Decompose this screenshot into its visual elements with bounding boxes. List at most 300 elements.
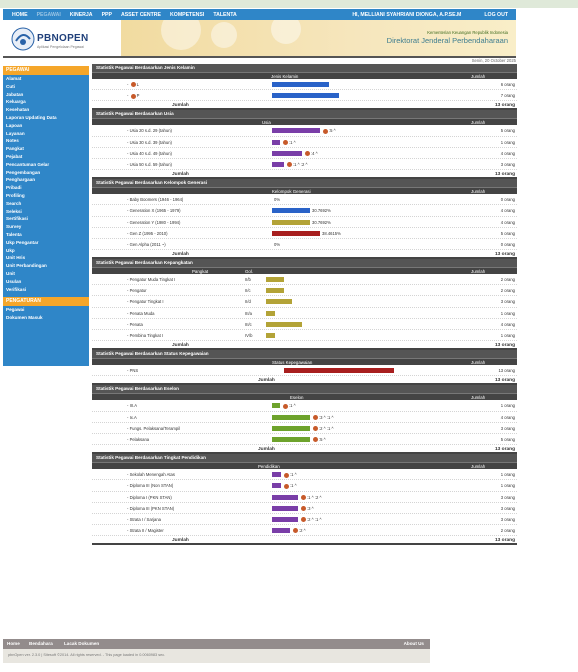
row-value: 4 orang xyxy=(500,150,515,156)
row-value: 1 orang xyxy=(500,139,515,145)
stat-bar xyxy=(272,506,298,511)
stat-bar xyxy=(272,128,320,133)
row-label-text: L xyxy=(136,82,139,87)
logo-icon xyxy=(11,27,35,51)
footer-link-bendahara[interactable]: Bendahara xyxy=(29,641,53,646)
table-row xyxy=(92,319,517,330)
row-note xyxy=(282,140,296,145)
row-label: - Baby Boomers (1946 - 1964) xyxy=(127,197,184,203)
nav-asset-centre[interactable]: ASSET CENTRE xyxy=(120,11,162,18)
sidebar-item[interactable]: Ukp Pengantar xyxy=(6,239,39,245)
column-jumlah: Jumlah xyxy=(471,120,486,126)
nav-kompetensi[interactable]: KOMPETENSI xyxy=(170,11,205,18)
total-label: Jumlah xyxy=(172,103,189,109)
top-strip xyxy=(0,0,578,8)
row-label-text: Pembina Tingkat I xyxy=(129,333,164,338)
total-value: 13 orang xyxy=(495,252,515,258)
sidebar-item[interactable]: Search xyxy=(6,200,22,206)
row-value: 1 orang xyxy=(500,310,515,316)
stat-bar xyxy=(266,333,275,338)
table-row xyxy=(92,296,517,307)
table-row xyxy=(92,492,517,503)
table-row xyxy=(92,330,517,341)
row-value: 4 orang xyxy=(500,321,515,327)
sidebar-settings-item[interactable]: Pegawai xyxy=(6,307,25,313)
table-row xyxy=(92,274,517,285)
row-note xyxy=(300,517,321,522)
row-note xyxy=(283,472,297,477)
sidebar-item[interactable]: Unit Perbandingan xyxy=(6,263,47,269)
column-jumlah: Jumlah xyxy=(471,395,486,401)
row-note-text: :1 ^ :2 ^ xyxy=(293,161,308,167)
stat-bar xyxy=(266,277,284,282)
column-label: Eselon xyxy=(290,395,304,401)
person-icon xyxy=(284,473,289,478)
row-gol: III/c xyxy=(245,321,252,327)
row-gol: II/c xyxy=(245,288,251,294)
stat-bar xyxy=(272,93,339,98)
row-note-text: :3 ^ :1 ^ xyxy=(319,414,334,420)
stat-bar xyxy=(272,437,310,442)
footer-link-home[interactable]: Home xyxy=(7,641,20,646)
table-row xyxy=(92,205,517,216)
row-label: - Strata I / Sarjana xyxy=(127,516,161,522)
user-greeting: HI, MELLIANI SYAHRIANI DIONGA, A.P.SE.M xyxy=(352,11,462,18)
row-note-text: :1 ^ xyxy=(289,139,296,145)
footer-nav xyxy=(3,639,430,649)
row-value: 3 orang xyxy=(500,494,515,500)
person-icon xyxy=(301,495,306,500)
ministry-label: Kementerian Keuangan Republik Indonesia xyxy=(427,30,508,35)
table-row xyxy=(92,148,517,159)
stat-bar xyxy=(272,231,320,236)
column-header-status xyxy=(92,358,517,365)
row-label: - Pengatur Tingkat I xyxy=(127,299,164,305)
row-label: - Usia 40 s.d. 49 (tahun) xyxy=(127,150,172,156)
row-label-text: Usia 40 s.d. 49 (tahun) xyxy=(129,150,172,156)
stat-bar xyxy=(272,495,298,500)
total-value: 13 orang xyxy=(495,172,515,178)
row-label-text: Pengatur Muda Tingkat I xyxy=(129,277,176,283)
row-value: 4 orang xyxy=(500,414,515,420)
table-row xyxy=(92,525,517,536)
section-title-usia: Statistik Pegawai Berdasarkan Usia xyxy=(92,110,517,118)
logo-text: PBNOPEN xyxy=(37,33,89,44)
row-value: 1 orang xyxy=(500,403,515,409)
row-note xyxy=(300,506,314,511)
table-row xyxy=(92,365,517,376)
column-label: Pendidikan xyxy=(258,464,280,470)
row-label-text: Pelaksana xyxy=(129,436,150,442)
section-title-pendidikan: Statistik Pegawai Berdasarkan Tingkat Pendidikan xyxy=(92,454,517,462)
section-title-status: Statistik Pegawai Berdasarkan Status Kepegawaian xyxy=(92,350,517,358)
person-icon xyxy=(293,528,298,533)
row-label-text: Generation Y (1980 - 1994) xyxy=(129,219,181,225)
row-label-text: Generation X (1965 - 1979) xyxy=(129,208,181,214)
row-value: 13 orang xyxy=(498,368,515,374)
row-gol: II/b xyxy=(245,277,251,283)
row-value: 0 orang xyxy=(500,197,515,203)
person-icon xyxy=(301,517,306,522)
header-banner xyxy=(121,20,516,56)
directorate-title: Direktorat Jenderal Perbendaharaan xyxy=(386,36,508,45)
row-label: - Ix.A xyxy=(127,414,137,420)
row-label-text: Baby Boomers (1946 - 1964) xyxy=(129,197,184,203)
row-note xyxy=(286,162,307,167)
sidebar-item[interactable]: Penghargaan xyxy=(6,177,36,183)
sidebar xyxy=(3,66,89,366)
total-row xyxy=(92,170,517,179)
table-row xyxy=(92,228,517,239)
row-label-text: Usia 30 s.d. 39 (tahun) xyxy=(129,139,172,145)
total-value: 13 orang xyxy=(495,447,515,453)
person-icon xyxy=(131,82,136,87)
column-label: Kelompok Generasi xyxy=(272,189,311,195)
sidebar-item[interactable]: Ukp xyxy=(6,247,15,253)
sidebar-item[interactable]: Verifikasi xyxy=(6,286,27,292)
row-value: 5 orang xyxy=(500,128,515,134)
row-note-text: :2 ^ :1 ^ xyxy=(319,425,334,431)
row-label: - III.A xyxy=(127,403,138,409)
row-value: 0 orang xyxy=(500,241,515,247)
column-jumlah: Jumlah xyxy=(471,189,486,195)
sidebar-item[interactable]: Talenta xyxy=(6,231,22,237)
row-label-text: Diploma III (Non STAN) xyxy=(129,483,174,489)
column-label: Status Kepegawaian xyxy=(272,360,313,366)
row-label-text: Gen Z (1995 - 2010) xyxy=(129,230,168,236)
row-note xyxy=(312,426,333,431)
row-label: - Pengatur Muda Tingkat I xyxy=(127,277,176,283)
person-icon xyxy=(283,140,288,145)
total-label: Jumlah xyxy=(172,538,189,544)
row-label: - Sekolah Menengah Atas xyxy=(127,472,175,478)
column-label: Jenis Kelamin xyxy=(271,74,299,79)
person-icon xyxy=(323,129,328,134)
section-title-gen: Statistik Pegawai Berdasarkan Kelompok Generasi xyxy=(92,179,517,187)
row-label-text: Ix.A xyxy=(129,414,137,420)
stat-bar xyxy=(266,311,275,316)
page-header xyxy=(3,20,516,56)
row-value: 2 orang xyxy=(500,277,515,283)
row-gol: II/d xyxy=(245,299,251,305)
row-note xyxy=(312,415,333,420)
total-row xyxy=(92,250,517,259)
total-label: Jumlah xyxy=(172,343,189,349)
table-row xyxy=(92,217,517,228)
sidebar-item[interactable]: Sertifikasi xyxy=(6,216,28,222)
sidebar-item[interactable]: Keluarga xyxy=(6,99,26,105)
row-label-text: Pengatur xyxy=(129,288,147,294)
row-note xyxy=(300,495,321,500)
table-row xyxy=(92,79,517,90)
row-note xyxy=(283,483,297,488)
row-label: - Usia 20 s.d. 29 (tahun) xyxy=(127,128,172,134)
stat-bar xyxy=(272,140,280,145)
table-row xyxy=(92,400,517,411)
column-jumlah: Jumlah xyxy=(471,360,486,366)
total-value: 13 orang xyxy=(495,103,515,109)
stat-bar xyxy=(272,517,298,522)
row-label-text: Strata I / Sarjana xyxy=(129,516,161,522)
total-label: Jumlah xyxy=(172,252,189,258)
sidebar-item[interactable]: Notes xyxy=(6,138,19,144)
row-percent: 0% xyxy=(274,241,281,247)
row-label: - Fungs. Pelaksana/Terampil xyxy=(127,425,181,431)
row-value: 1 orang xyxy=(500,472,515,478)
row-note-text: :4 ^ xyxy=(311,150,318,156)
sidebar-item[interactable]: Unit xyxy=(6,270,15,276)
nav-kinerja[interactable]: KINERJA xyxy=(69,11,93,18)
stat-bar xyxy=(272,220,310,225)
person-icon xyxy=(313,415,318,420)
row-value: 5 orang xyxy=(500,436,515,442)
row-note xyxy=(282,403,296,408)
row-note xyxy=(322,128,336,133)
row-label-text: PNS xyxy=(129,368,139,374)
person-icon xyxy=(283,404,288,409)
sidebar-item[interactable]: Seleksi xyxy=(6,208,22,214)
person-icon xyxy=(313,437,318,442)
row-value: 6 orang xyxy=(500,82,515,87)
column-label: Usia xyxy=(262,120,271,126)
column-label: Pangkat xyxy=(192,269,209,275)
stat-bar xyxy=(272,162,284,167)
row-note-text: :1 ^ xyxy=(289,403,296,409)
row-note-text: :5 ^ xyxy=(329,128,336,134)
table-row xyxy=(92,503,517,514)
stat-bar xyxy=(272,208,310,213)
table-row xyxy=(92,194,517,205)
sidebar-item[interactable]: Pengembangan xyxy=(6,169,41,175)
table-row xyxy=(92,125,517,136)
row-value: 2 orang xyxy=(500,528,515,534)
sidebar-item[interactable]: Lapoan xyxy=(6,122,23,128)
row-label: - Gen Alpha (2011 ~) xyxy=(127,241,166,247)
row-label: - Usia 50 s.d. 59 (tahun) xyxy=(127,161,172,167)
row-label: - Pembina Tingkat I xyxy=(127,333,164,338)
person-icon xyxy=(284,484,289,489)
sidebar-item[interactable]: Usulan xyxy=(6,278,22,284)
row-value: 4 orang xyxy=(500,208,515,214)
sidebar-item[interactable]: Alamat xyxy=(6,76,22,81)
row-note-text: :1 ^ :2 ^ xyxy=(307,494,322,500)
person-icon xyxy=(313,426,318,431)
total-row xyxy=(92,445,517,454)
footer-link-lacak[interactable]: Lacak Dokumen xyxy=(64,641,100,646)
row-value: 3 orang xyxy=(500,425,515,431)
column-jumlah: Jumlah xyxy=(471,74,486,79)
column-header-eselon xyxy=(92,393,517,400)
row-label-text: Sekolah Menengah Atas xyxy=(129,472,175,478)
sidebar-item[interactable]: Pangkat xyxy=(6,146,24,152)
sidebar-item[interactable]: Survey xyxy=(6,224,22,230)
nav-ppp[interactable]: PPP xyxy=(101,11,112,18)
row-label-text: Diploma III (PKN STAN) xyxy=(129,505,175,511)
row-value: 4 orang xyxy=(500,219,515,225)
table-row xyxy=(92,239,517,250)
row-value: 1 orang xyxy=(500,333,515,338)
sidebar-item[interactable]: Kesehatan xyxy=(6,107,30,113)
footer-link-about[interactable]: About Us xyxy=(403,641,424,646)
sidebar-item[interactable]: Layanan xyxy=(6,130,25,136)
row-value: 1 orang xyxy=(500,483,515,489)
row-percent: 38.4615% xyxy=(322,230,341,236)
row-label-text: III.A xyxy=(129,403,138,409)
logo-subtext: Aplikasi Pengelolaan Pegawai xyxy=(37,45,84,49)
table-row xyxy=(92,434,517,445)
table-row xyxy=(92,285,517,296)
row-label-text: Fungs. Pelaksana/Terampil xyxy=(129,425,181,431)
stat-bar xyxy=(272,415,310,420)
row-value: 2 orang xyxy=(500,288,515,294)
person-icon xyxy=(305,151,310,156)
stat-bar xyxy=(284,368,394,373)
total-row xyxy=(92,536,517,545)
row-percent: 30.7692% xyxy=(312,219,331,225)
table-row xyxy=(92,423,517,434)
row-label-text: Diploma I (PKN STAN) xyxy=(129,494,172,500)
statistics-main xyxy=(92,64,517,545)
row-value: 3 orang xyxy=(500,299,515,305)
column-header-gen xyxy=(92,187,517,194)
row-label-text: Pengatur Tingkat I xyxy=(129,299,164,305)
stat-bar xyxy=(272,403,280,408)
column-header-pangkat xyxy=(92,267,517,274)
row-label: - Pengatur xyxy=(127,288,147,294)
sidebar-item[interactable]: Unit Hris xyxy=(6,255,26,261)
person-icon xyxy=(131,94,136,99)
row-label-text: Usia 50 s.d. 59 (tahun) xyxy=(129,161,172,167)
row-note xyxy=(312,437,326,442)
row-label: - Penata Muda xyxy=(127,310,155,316)
nav-home[interactable]: HOME xyxy=(12,11,28,18)
row-label: - PNS xyxy=(127,368,139,374)
person-icon xyxy=(287,162,292,167)
row-label-text: Strata II / Magister xyxy=(129,528,164,534)
column-header-jk xyxy=(92,72,517,79)
sidebar-item[interactable]: Laporan Updating Data xyxy=(6,114,57,120)
row-note xyxy=(292,528,306,533)
row-value: 3 orang xyxy=(500,516,515,522)
row-note-text: :5 ^ xyxy=(319,436,326,442)
row-note-text: :1 ^ xyxy=(290,483,297,489)
row-note-text: :1 ^ xyxy=(290,472,297,478)
table-row xyxy=(92,480,517,491)
row-note-text: :2 ^ :1 ^ xyxy=(307,516,322,522)
row-value: 3 orang xyxy=(500,161,515,167)
column-gol: Gol. xyxy=(245,269,254,275)
total-value: 13 orang xyxy=(495,538,515,544)
sidebar-settings-menu xyxy=(3,306,89,322)
column-jumlah: Jumlah xyxy=(471,464,486,470)
total-row xyxy=(92,101,517,110)
main-navbar xyxy=(3,9,516,20)
sidebar-item[interactable]: Profiling xyxy=(6,192,25,198)
row-label-text: Gen Alpha (2011 ~) xyxy=(129,241,166,247)
row-value: 7 orang xyxy=(500,93,515,99)
row-label: - Diploma III (Non STAN) xyxy=(127,483,174,489)
total-row xyxy=(92,376,517,385)
sidebar-settings-item[interactable]: Dokumen Masuk xyxy=(6,315,43,321)
column-jumlah: Jumlah xyxy=(471,269,486,275)
nav-pegawai[interactable]: PEGAWAI xyxy=(36,11,61,18)
section-title-pangkat: Statistik Pegawai Berdasarkan Kepangkatan xyxy=(92,259,517,267)
row-percent: 0% xyxy=(274,197,281,203)
sidebar-item[interactable]: Pencantuman Gelar xyxy=(6,161,50,167)
total-value: 13 orang xyxy=(495,378,515,384)
total-row xyxy=(92,341,517,350)
table-row xyxy=(92,90,517,101)
sidebar-item[interactable]: Pribadi xyxy=(6,185,22,191)
sidebar-heading-pengaturan: PENGATURAN xyxy=(3,297,89,306)
footer-copyright: pbnOpen ver. 2.3.0 | Sitesoft ©2014. All rights reserved. - This page loaded in 0.0060983 sec. xyxy=(3,649,430,663)
current-date: Senin, 20 October 2025 xyxy=(471,58,516,63)
row-note-text: :2 ^ xyxy=(299,528,306,534)
row-label: - L xyxy=(127,82,139,87)
row-note-text: :3 ^ xyxy=(307,505,314,511)
total-label: Jumlah xyxy=(172,172,189,178)
total-label: Jumlah xyxy=(258,378,275,384)
row-label: - Diploma I (PKN STAN) xyxy=(127,494,172,500)
row-label: - Strata II / Magister xyxy=(127,528,164,534)
table-row xyxy=(92,469,517,480)
row-value: 3 orang xyxy=(500,505,515,511)
table-row xyxy=(92,159,517,170)
total-value: 13 orang xyxy=(495,343,515,349)
stat-bar xyxy=(272,426,310,431)
sidebar-heading-pegawai: PEGAWAI xyxy=(3,66,89,75)
app-logo[interactable] xyxy=(11,26,101,52)
row-label: - Usia 30 s.d. 39 (tahun) xyxy=(127,139,172,145)
row-label-text: P xyxy=(136,93,140,99)
row-value: 5 orang xyxy=(500,230,515,236)
row-label-text: Penata xyxy=(129,321,143,327)
stat-bar xyxy=(272,472,281,477)
sidebar-item[interactable]: Cuti xyxy=(6,83,15,89)
table-row xyxy=(92,137,517,148)
row-gol: IV/b xyxy=(245,333,253,338)
row-label: - Pelaksana xyxy=(127,436,150,442)
total-label: Jumlah xyxy=(258,447,275,453)
stat-bar xyxy=(272,528,290,533)
column-header-usia xyxy=(92,118,517,125)
header-divider xyxy=(3,56,516,58)
section-title-jk: Statistik Pegawai Berdasarkan Jenis Kelamin xyxy=(92,64,517,72)
row-gol: III/a xyxy=(245,310,252,316)
sidebar-item[interactable]: Pejabat xyxy=(6,153,23,159)
row-percent: 30.7692% xyxy=(312,208,331,214)
stat-bar xyxy=(266,288,284,293)
table-row xyxy=(92,308,517,319)
stat-bar xyxy=(272,151,302,156)
stat-bar xyxy=(272,82,329,87)
table-row xyxy=(92,412,517,423)
nav-talenta[interactable]: TALENTA xyxy=(213,11,237,18)
stat-bar xyxy=(266,299,292,304)
stat-bar xyxy=(272,483,281,488)
row-label: - Diploma III (PKN STAN) xyxy=(127,505,175,511)
logout-link[interactable]: LOG OUT xyxy=(484,11,508,18)
row-label: - Gen Z (1995 - 2010) xyxy=(127,230,168,236)
row-label: - Generation X (1965 - 1979) xyxy=(127,208,181,214)
row-label: - Penata xyxy=(127,321,143,327)
table-row xyxy=(92,514,517,525)
stat-bar xyxy=(266,322,302,327)
sidebar-menu xyxy=(3,75,89,293)
section-title-eselon: Statistik Pegawai Berdasarkan Eselon xyxy=(92,385,517,393)
row-label-text: Usia 20 s.d. 29 (tahun) xyxy=(129,128,172,134)
sidebar-item[interactable]: Jabatan xyxy=(6,91,24,97)
